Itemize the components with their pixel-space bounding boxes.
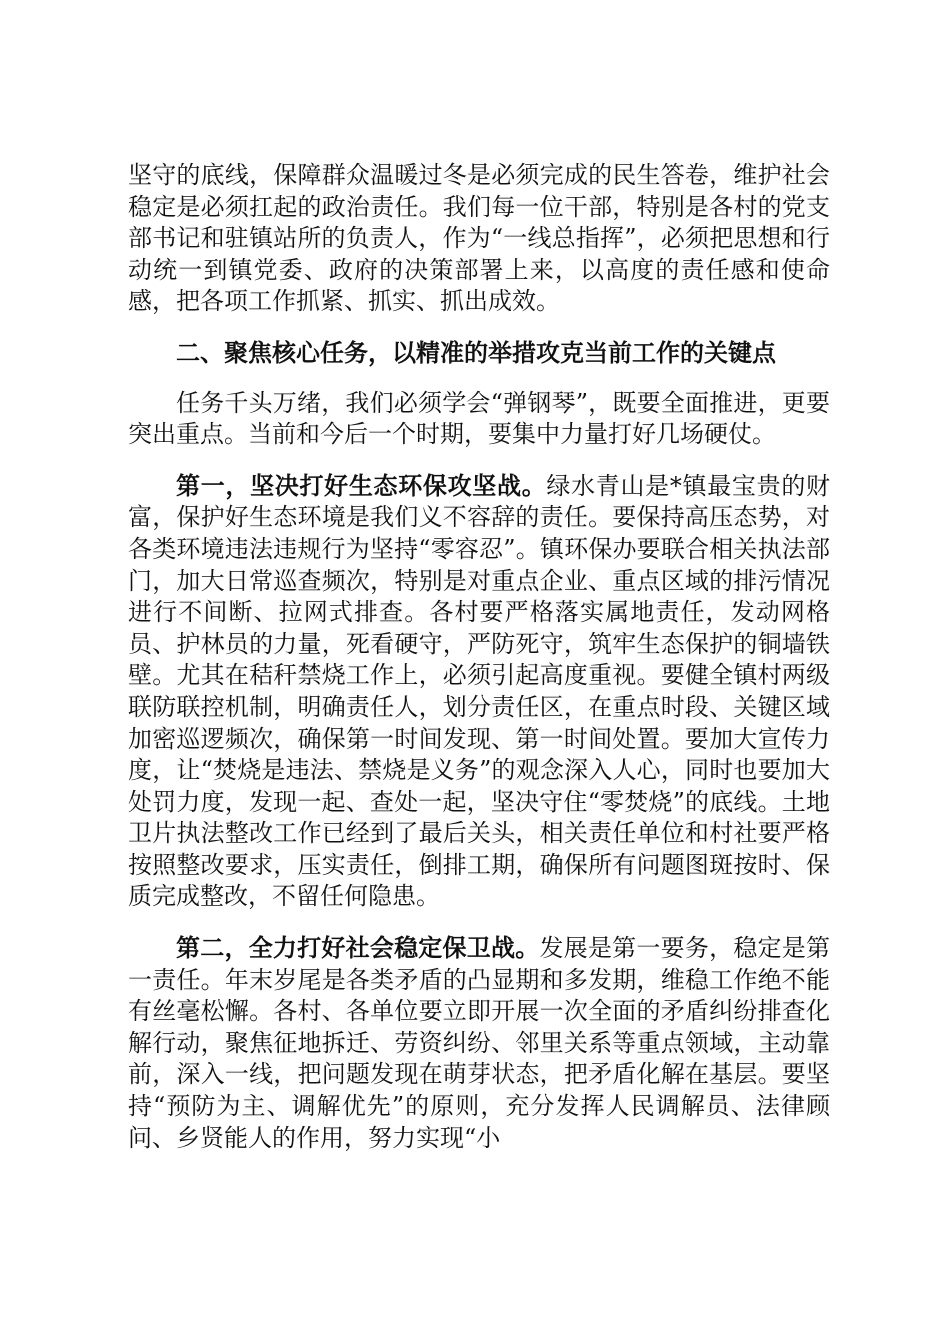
- paragraph-body-stability: 发展是第一要务，稳定是第一责任。年末岁尾是各类矛盾的凸显期和多发期，维稳工作绝不能有丝毫松懈。各村、各单位要立即开展一次全面的矛盾纠纷排查化解行动，聚焦征地拆迁、劳资纠纷、邻里关系等重点领域，主动靠前，深入一线，把问题发现在萌芽状态，把矛盾化解在基层。要坚持“预防为主、调解优先”的原则，充分发挥人民调解员、法律顾问、乡贤能人的作用，努力实现“小: [128, 934, 831, 1152]
- paragraph-lead-stability: 第二，全力打好社会稳定保卫战。: [176, 933, 540, 963]
- paragraph-body-ecology: 绿水青山是*镇最宝贵的财富，保护好生态环境是我们义不容辞的责任。要保持高压态势，对各类环境违法违规行为坚持“零容忍”。镇环保办要联合相关执法部门，加大日常巡查频次，特别是对重点企业、重点区域的排污情况进行不间断、拉网式排查。各村要严格落实属地责任，发动网格员、护林员的力量，死看硬守，严防死守，筑牢生态保护的铜墙铁壁。尤其在秸秆禁烧工作上，必须引起高度重视。要健全镇村两级联防联控机制，明确责任人，划分责任区，在重点时段、关键区域加密巡逻频次，确保第一时间发现、第一时间处置。要加大宣传力度，让“焚烧是违法、禁烧是义务”的观念深入人心，同时也要加大处罚力度，发现一起、查处一起，坚决守住“零焚烧”的底线。土地卫片执法整改工作已经到了最后关头，相关责任单位和村社要严格按照整改要求，压实责任，倒排工期，确保所有问题图斑按时、保质完成整改，不留任何隐患。: [128, 471, 831, 911]
- paragraph-lead-ecology: 第一，坚决打好生态环保攻坚战。: [176, 470, 547, 500]
- section-heading: 二、聚焦核心任务，以精准的举措攻克当前工作的关键点: [176, 337, 776, 367]
- paragraph-intro: 任务千头万绪，我们必须学会“弹钢琴”，既要全面推进，更要突出重点。当前和今后一个时期，要集中力量打好几场硬仗。: [128, 388, 830, 449]
- document-page: [128, 160, 830, 1173]
- paragraph-ecology: [128, 470, 830, 913]
- paragraph-continuation: 坚守的底线，保障群众温暖过冬是必须完成的民生答卷，维护社会稳定是必须扛起的政治责任。我们每一位干部，特别是各村的党支部书记和驻镇站所的负责人，作为“一线总指挥”，必须把思想和行动统一到镇党委、政府的决策部署上来，以高度的责任感和使命感，把各项工作抓紧、抓实、抓出成效。: [128, 161, 830, 316]
- paragraph-stability: [128, 932, 830, 1154]
